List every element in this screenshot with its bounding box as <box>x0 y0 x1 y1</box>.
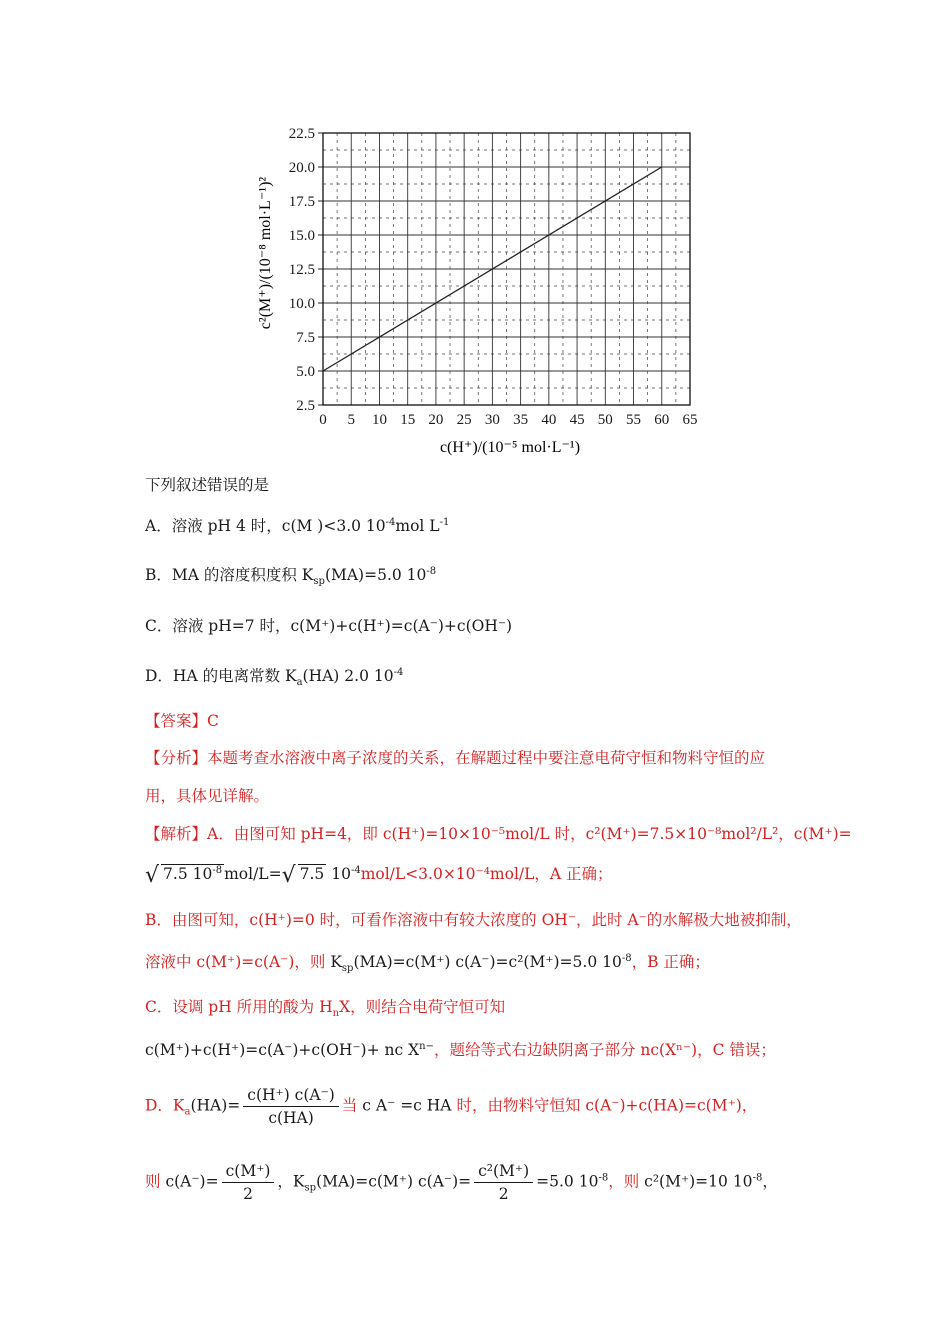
solution-d-line-2: 则 c(A⁻)= $\frac{c(M^+)}{2}$ ，$K_{sp}(MA)=c(M^+)$ c(A⁻)= $\frac{\text{c²(M⁺)}}{2}$ =5.0 $10^{-8}$，则 c²(M⁺)=10 $10^{-8}$， <box>145 1162 778 1203</box>
analysis-line-1: 【分析】本题考查水溶液中离子浓度的关系，在解题过程中要注意电荷守恒和物料守恒的应 <box>145 749 766 767</box>
y-tick-label: 17.5 <box>288 194 315 210</box>
question-prompt: 下列叙述错误的是 <box>145 476 270 494</box>
x-tick-label: 65 <box>682 412 698 428</box>
x-tick-label: 50 <box>597 412 613 428</box>
y-tick-label: 15.0 <box>288 228 315 244</box>
concentration-chart <box>245 118 715 463</box>
x-tick-label: 55 <box>626 412 642 428</box>
y-tick-label: 7.5 <box>296 330 315 346</box>
y-tick-label: 5.0 <box>296 364 315 380</box>
x-axis-label: c(H⁺)/(10⁻⁵ mol·L⁻¹) <box>439 439 581 456</box>
y-tick-label: 10.0 <box>288 296 315 312</box>
x-tick-label: 35 <box>513 412 529 428</box>
x-tick-label: 25 <box>456 412 472 428</box>
answer-line: 【答案】C <box>145 712 219 730</box>
x-tick-label: 10 <box>371 412 387 428</box>
solution-a-line-1: 【解析】A．由图可知 pH=4，即 c(H⁺)=10×10⁻⁵mol/L 时，c²(M⁺)=7.5×10⁻⁸mol²/L²，c(M⁺)= <box>145 825 852 843</box>
solution-b-line-2: 溶液中 c(M⁺)=c(A⁻)，则 $K_{sp}(MA)=c(M^+)$ c(A⁻)=c²(M⁺)=5.0 $10^{-8}$，B 正确； <box>145 952 710 975</box>
solution-c-line-2: c(M⁺)+c(H⁺)=c(A⁻)+c(OH⁻)+ nc $X^{n-}$，题给等式右边缺阴离子部分 nc(Xⁿ⁻)，C 错误； <box>145 1040 776 1059</box>
y-tick-label: 2.5 <box>296 398 315 414</box>
analysis-line-2: 用，具体见详解。 <box>145 787 270 805</box>
solution-c-line-1: C．设调 pH 所用的酸为 $H_nX$，则结合电荷守恒可知 <box>145 998 506 1020</box>
y-axis-label: c²(M⁺)/(10⁻⁸ mol·L⁻¹)² <box>257 176 274 330</box>
solution-b-line-1: B．由图可知，c(H⁺)=0 时，可看作溶液中有较大浓度的 OH⁻，此时 A⁻的水解极大地被抑制， <box>145 911 802 929</box>
y-tick-label: 22.5 <box>288 126 315 142</box>
x-tick-label: 40 <box>541 412 557 428</box>
x-tick-label: 0 <box>319 412 327 428</box>
option-b: B．MA 的溶度积度积 $K_{sp}(MA)=5.0$ $10^{-8}$ <box>145 565 437 588</box>
y-tick-label: 20.0 <box>288 160 315 176</box>
x-tick-label: 20 <box>428 412 444 428</box>
x-tick-label: 15 <box>400 412 416 428</box>
chart-grid <box>318 133 690 405</box>
option-a: A．溶液 pH 4 时，c(M )<3.0 $10^{-4}mol$ $L^{-1}$ <box>145 516 450 535</box>
chart-ticks <box>289 126 698 428</box>
x-tick-label: 60 <box>654 412 670 428</box>
option-c: C．溶液 pH=7 时，c(M⁺)+c(H⁺)=c(A⁻)+c(OH⁻) <box>145 617 513 635</box>
x-tick-label: 45 <box>569 412 585 428</box>
x-tick-label: 30 <box>484 412 500 428</box>
solution-a-line-2: √ 7.5 $10^{-8}$ mol/L=√ 7.5 $10^{-4}mol/L<3.0\times 10^{-4}mol/L$，A 正确； <box>145 863 613 888</box>
x-tick-label: 5 <box>347 412 355 428</box>
solution-d-line-1: D．$K_a(HA)=$ $\frac{c(H^+) c(A^-)}{c(HA)}$ 当 c A⁻ =c HA 时，由物料守恒知 c(A⁻)+c(HA)=c(M⁺)， <box>145 1086 758 1127</box>
y-tick-label: 12.5 <box>288 262 315 278</box>
option-d: D．HA 的电离常数 $K_a(HA)$ 2.0 $10^{-4}$ <box>145 666 404 689</box>
